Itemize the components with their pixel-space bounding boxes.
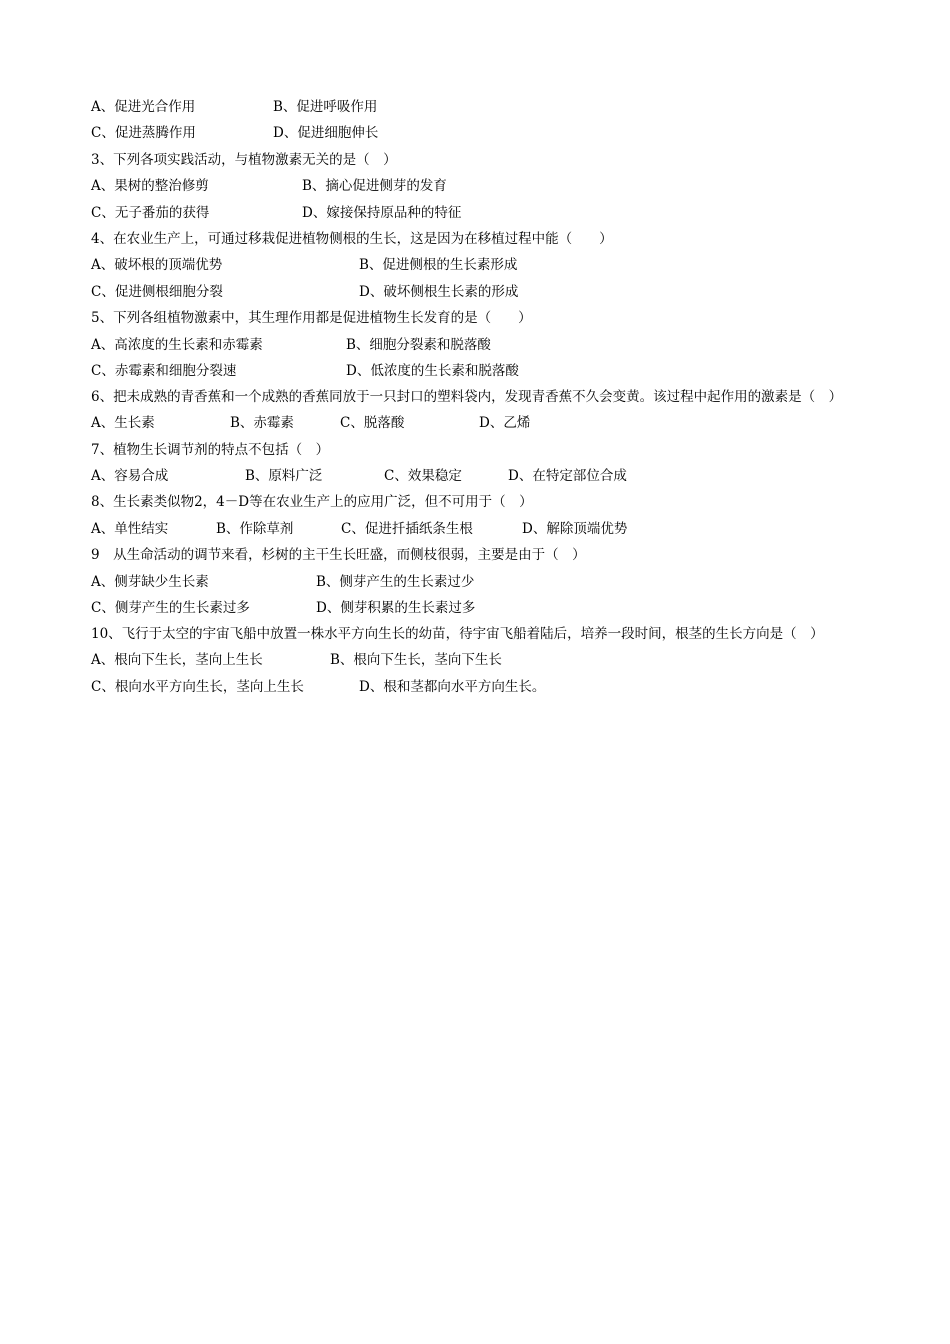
option-d: D、低浓度的生长素和脱落酸 — [346, 362, 519, 379]
option-a: A、容易合成 — [91, 468, 169, 485]
question-5-options-cd — [91, 358, 871, 384]
option-d: D、在特定部位合成 — [508, 468, 627, 485]
question-7-stem: 7、植物生长调节剂的特点不包括（ ） — [91, 441, 330, 458]
option-c: C、无子番茄的获得 — [91, 204, 210, 221]
option-c: C、脱落酸 — [340, 415, 405, 432]
option-a: A、根向下生长，茎向上生长 — [91, 652, 263, 669]
question-9-options-ab — [91, 569, 871, 595]
option-a: A、生长素 — [91, 415, 155, 432]
option-d: D、侧芽积累的生长素过多 — [316, 600, 476, 617]
option-a: A、果树的整治修剪 — [91, 178, 209, 195]
question-6-stem: 6、把未成熟的青香蕉和一个成熟的香蕉同放于一只封口的塑料袋内，发现青香蕉不久会变黄。该过程中起作用的激素是（ ） — [91, 389, 843, 406]
worksheet — [91, 94, 871, 700]
option-d: D、破坏侧根生长素的形成 — [359, 283, 519, 300]
question-4-options-ab — [91, 252, 871, 278]
option-b: B、赤霉素 — [230, 415, 294, 432]
option-d: D、促进细胞伸长 — [273, 125, 379, 142]
option-c: C、促进扦插纸条生根 — [341, 520, 473, 537]
question-9-stem: 9 从生命活动的调节来看，杉树的主干生长旺盛，而侧枝很弱，主要是由于（ ） — [91, 547, 586, 564]
question-prev-options-cd — [91, 120, 871, 146]
option-a: A、侧芽缺少生长素 — [91, 573, 209, 590]
question-8-options — [91, 516, 871, 542]
option-c: C、效果稳定 — [384, 468, 462, 485]
option-b: B、根向下生长，茎向下生长 — [330, 652, 502, 669]
option-b: B、侧芽产生的生长素过少 — [316, 573, 475, 590]
option-c: C、根向水平方向生长，茎向上生长 — [91, 678, 304, 695]
option-b: B、促进侧根的生长素形成 — [359, 257, 518, 274]
question-6-options — [91, 410, 871, 436]
option-d: D、嫁接保持原品种的特征 — [302, 204, 462, 221]
option-d: D、根和茎都向水平方向生长。 — [359, 678, 546, 695]
option-d: D、解除顶端优势 — [522, 520, 628, 537]
question-8-stem: 8、生长素类似物2，4－D等在农业生产上的应用广泛，但不可用于（ ） — [91, 494, 533, 511]
question-5-stem: 5、下列各组植物激素中，其生理作用都是促进植物生长发育的是（ ） — [91, 310, 532, 327]
option-c: C、促进侧根细胞分裂 — [91, 283, 223, 300]
question-5-options-ab — [91, 332, 871, 358]
option-c: C、侧芽产生的生长素过多 — [91, 600, 250, 617]
question-3-stem: 3、下列各项实践活动，与植物激素无关的是（ ） — [91, 151, 397, 168]
option-a: A、促进光合作用 — [91, 99, 196, 115]
question-prev-options-ab — [91, 94, 871, 120]
option-a: A、破坏根的顶端优势 — [91, 257, 223, 274]
question-4-options-cd — [91, 279, 871, 305]
question-10-options-ab — [91, 647, 871, 673]
question-3-options-cd — [91, 200, 871, 226]
option-b: B、细胞分裂素和脱落酸 — [346, 336, 491, 353]
question-4-stem: 4、在农业生产上，可通过移栽促进植物侧根的生长，这是因为在移植过程中能（ ） — [91, 230, 613, 247]
question-9-options-cd — [91, 595, 871, 621]
question-10-stem: 10、飞行于太空的宇宙飞船中放置一株水平方向生长的幼苗，待宇宙飞船着陆后，培养一段时间，根茎的生长方向是（ ） — [91, 626, 824, 643]
question-3-options-ab — [91, 173, 871, 199]
option-b: B、作除草剂 — [216, 520, 294, 537]
question-10-options-cd — [91, 674, 871, 700]
option-d: D、乙烯 — [479, 415, 531, 432]
option-c: C、赤霉素和细胞分裂速 — [91, 362, 237, 379]
option-b: B、摘心促进侧芽的发育 — [302, 178, 447, 195]
option-b: B、原料广泛 — [245, 468, 323, 485]
option-b: B、促进呼吸作用 — [273, 99, 378, 115]
option-c: C、促进蒸腾作用 — [91, 125, 196, 142]
question-7-options — [91, 463, 871, 489]
option-a: A、高浓度的生长素和赤霉素 — [91, 336, 263, 353]
option-a: A、单性结实 — [91, 520, 169, 537]
